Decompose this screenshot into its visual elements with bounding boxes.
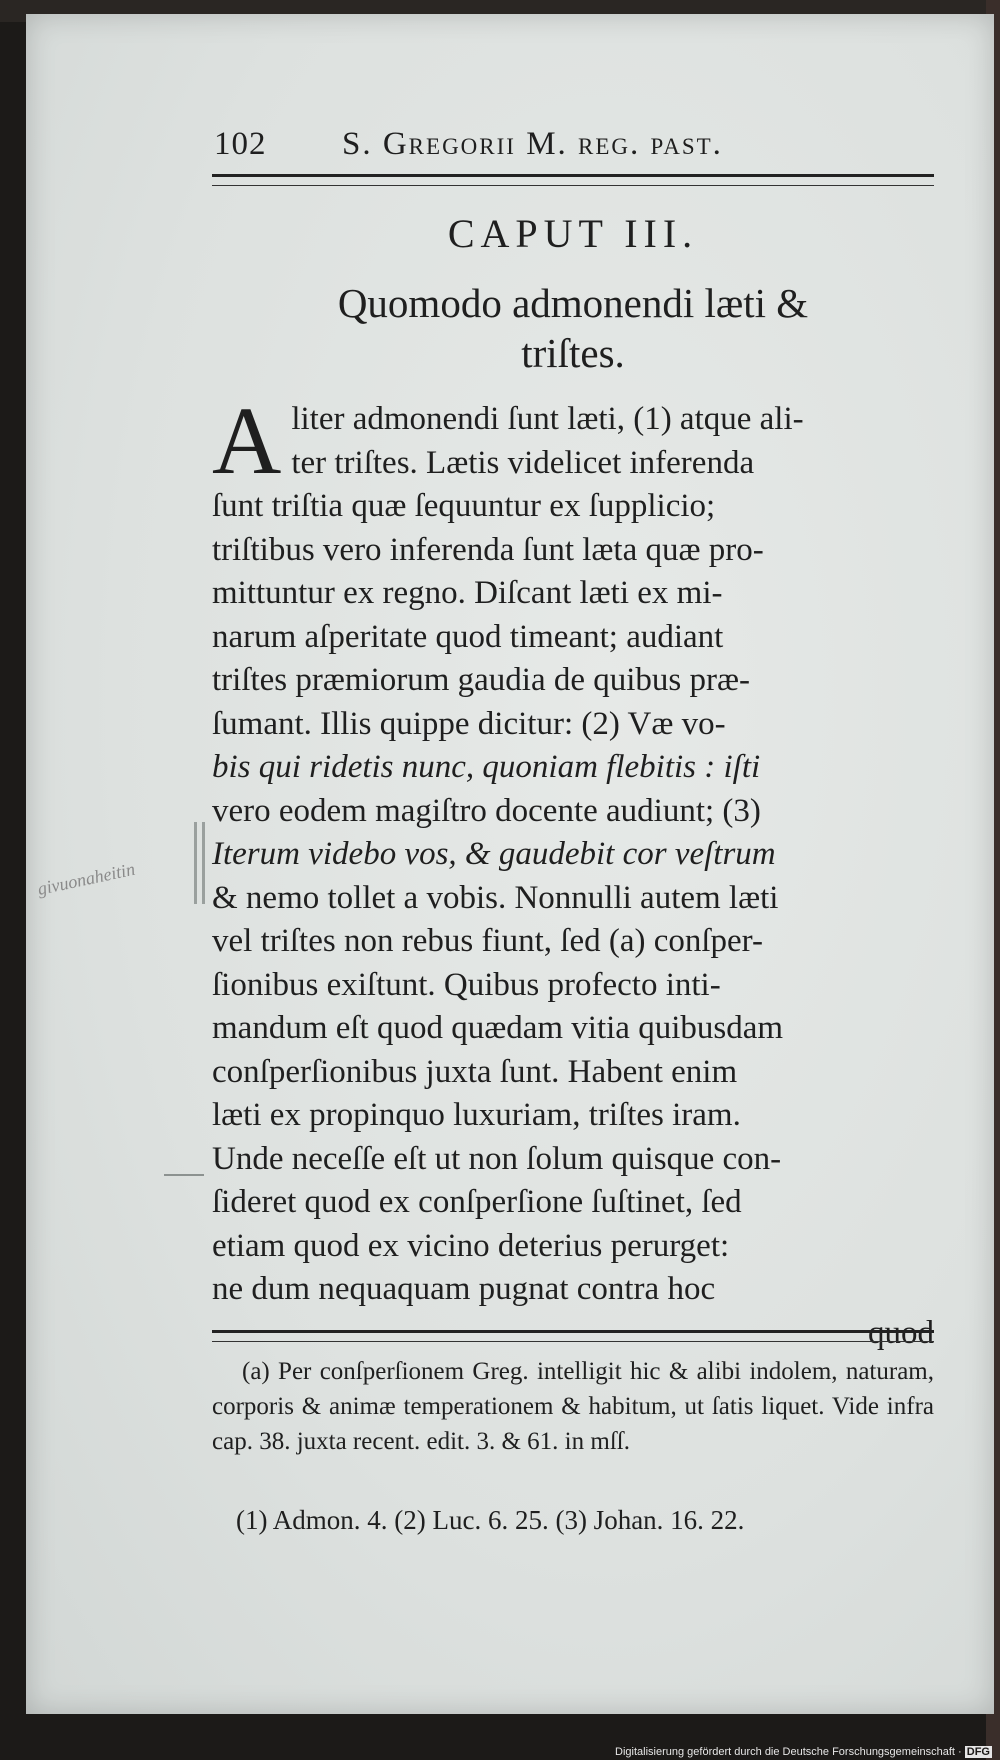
footnote-rule [212, 1330, 934, 1342]
scripture-references: (1) Admon. 4. (2) Luc. 6. 25. (3) Johan. 16. 22. [236, 1505, 745, 1535]
body-line: ne dum nequaquam pugnat contra hoc [212, 1271, 716, 1307]
digitization-credit [615, 1746, 992, 1758]
page-number: 102 [214, 126, 267, 162]
body-line: ter triſtes. Lætis videlicet inferenda [291, 444, 755, 481]
footnote: (a) Per conſperſionem Greg. intelligit hic & alibi indolem, naturam, corporis & animæ temperationem & habitum, ut ſatis liquet. Vide infra cap. 38. juxta recent. edit. 3. & 61. in mſſ. [212, 1358, 934, 1455]
body-line: ſumant. Illis quippe dicitur: (2) Væ vo- [212, 705, 726, 742]
body-line: Iterum videbo vos, & gaudebit cor veſtrum [212, 836, 776, 872]
body-line: ſunt triſtia quæ ſequuntur ex ſupplicio; [212, 488, 716, 524]
body-line: etiam quod ex vicino deterius perurget: [212, 1227, 730, 1264]
body-line: vero eodem magiſtro docente audiunt; (3) [212, 792, 761, 829]
body-line: triſtibus vero inferenda ſunt læta quæ pro- [212, 531, 764, 568]
body-line: læti ex propinquo luxuriam, triſtes iram. [212, 1097, 741, 1133]
catchword: quod [868, 1314, 934, 1351]
chapter-title: CAPUT III. [447, 211, 699, 256]
running-head [214, 126, 934, 166]
body-line: triſtes præmiorum gaudia de quibus præ- [212, 662, 751, 698]
subtitle-line-2: triſtes. [521, 330, 625, 376]
body-line: bis qui ridetis nunc, quoniam flebitis : iſti [212, 749, 761, 785]
credit-text: Digitalisierung gefördert durch die Deutsche Forschungsgemeinschaft · [615, 1746, 962, 1758]
body-line: ſionibus exiſtunt. Quibus profecto inti- [212, 966, 721, 1003]
dfg-logo: DFG [966, 1746, 990, 1758]
body-line: vel triſtes non rebus fiunt, ſed (a) conſper- [212, 923, 763, 959]
body-line: narum aſperitate quod timeant; audiant [212, 618, 724, 655]
chapter-subtitle [212, 278, 934, 378]
body-line: mandum eſt quod quædam vitia quibusdam [212, 1010, 784, 1046]
body-line: Unde neceſſe eſt ut non ſolum quisque con- [212, 1140, 782, 1177]
marginal-note: givuonaheitin [35, 858, 137, 899]
body-line: mittuntur ex regno. Diſcant læti ex mi- [212, 575, 723, 611]
body-text [212, 387, 934, 1355]
drop-cap: A [212, 387, 282, 494]
body-line: ſideret quod ex conſperſione ſuſtinet, ſed [212, 1184, 742, 1220]
body-line: & nemo tollet a vobis. Nonnulli autem læti [212, 879, 779, 916]
body-line: liter admonendi ſunt læti, (1) atque ali- [291, 401, 804, 437]
body-line: conſperſionibus juxta ſunt. Habent enim [212, 1053, 738, 1090]
margin-dash [164, 1174, 204, 1176]
subtitle-line-1: Quomodo admonendi læti & [337, 280, 809, 326]
running-title: S. Gregorii M. reg. past. [342, 126, 723, 162]
header-rule [212, 174, 934, 186]
